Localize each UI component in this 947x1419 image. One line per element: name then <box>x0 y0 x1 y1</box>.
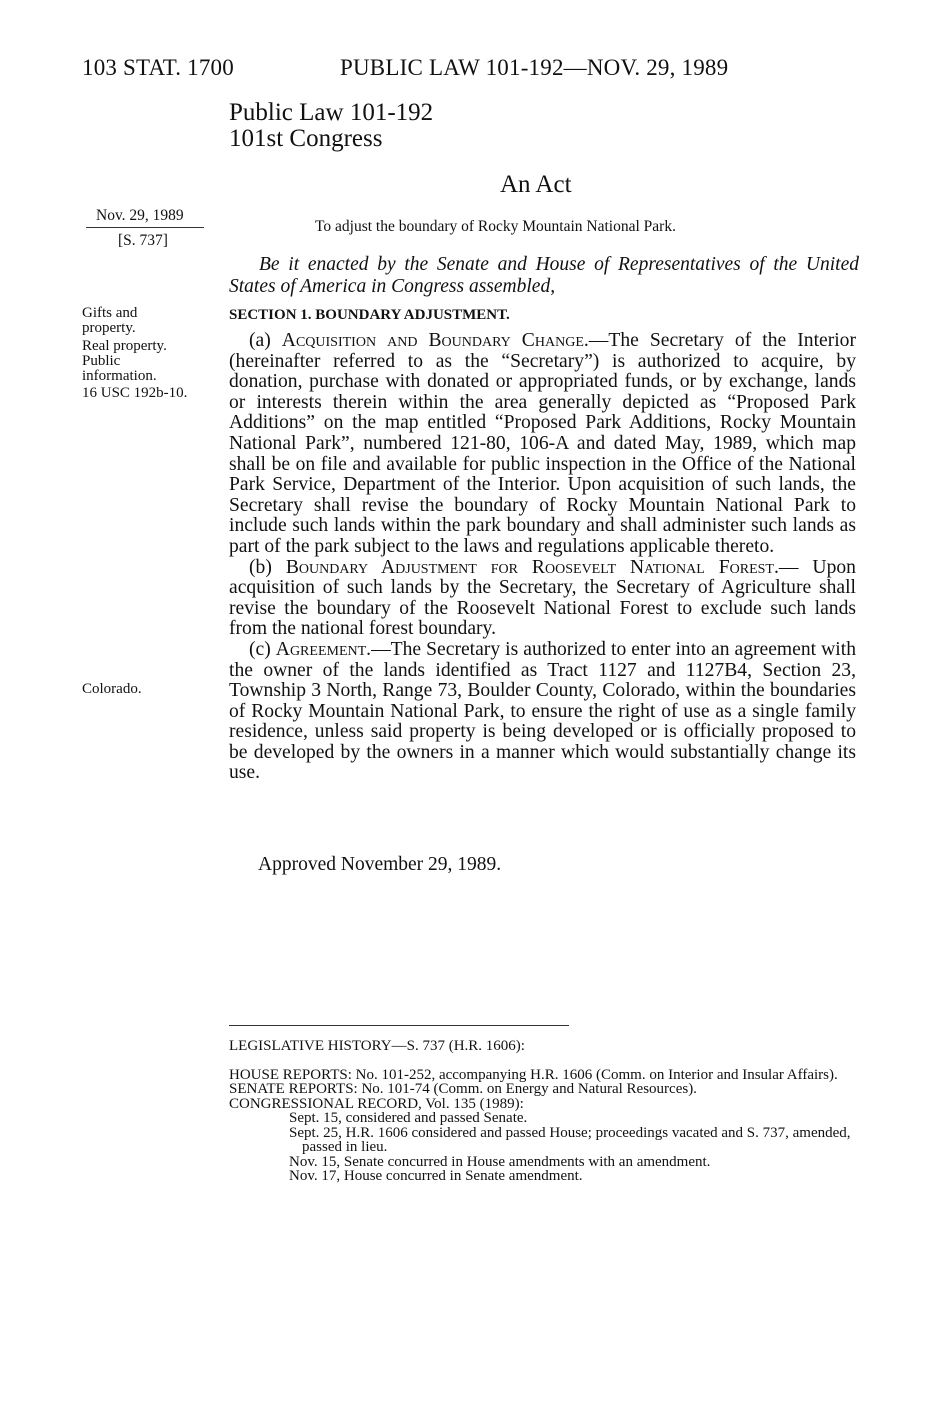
sidenote-topic: information. <box>82 368 157 384</box>
subsection-label: (a) <box>249 330 271 351</box>
running-head: PUBLIC LAW 101-192—NOV. 29, 1989 <box>340 55 729 80</box>
subsection-text: —The Secretary of the Interior (hereinafter referred to as the “Secretary”) is authorized to acquire, by donation, purchase with donated or appropriated funds, or by exchange, lands or interests therein within the area generally depicted as “Proposed Park Additions” on the map entitled “Proposed Park Additions, Rocky Mountain National Park”, numbered 121-80, 106-A and dated May, 1989, which map shall be on file and available for public inspection in the Office of the National Park Service, Department of the Interior. Upon acquisition of such lands, the Secretary shall revise the boundary of Rocky Mountain National Park to include such lands within the park boundary and shall administer such lands as part of the park subject to the laws and regulations applicable thereto. <box>229 330 856 557</box>
act-purpose: To adjust the boundary of Rocky Mountain National Park. <box>315 218 676 235</box>
subsection-text: —The Secretary is authorized to enter into an agreement with the owner of the lands identified as Tract 1127 and 1127B4, Section 23, Township 3 North, Range 73, Boulder County, Colorado, within the boundaries of Rocky Mountain National Park, to ensure the right of use as a single family residence, unless said property is being developed or is officially proposed to be developed by the owners in a manner which would substantially change its use. <box>229 638 856 784</box>
sidenote-topic: Gifts and <box>82 305 138 321</box>
sidenote-rule <box>86 227 204 228</box>
congressional-record: CONGRESSIONAL RECORD, Vol. 135 (1989): <box>229 1095 524 1112</box>
sidenote-topic: property. <box>82 320 136 336</box>
subsection-heading: Agreement. <box>275 638 372 660</box>
house-reports: HOUSE REPORTS: No. 101-252, accompanying H.R. 1606 (Comm. on Interior and Insular Affairs). <box>229 1066 838 1083</box>
sidenote-date: Nov. 29, 1989 <box>96 207 184 224</box>
sidenote-topic: Real property. <box>82 338 167 354</box>
history-action: Nov. 17, House concurred in Senate amendment. <box>289 1168 583 1184</box>
sidenote-bill: [S. 737] <box>118 232 168 249</box>
senate-reports: SENATE REPORTS: No. 101-74 (Comm. on Energy and Natural Resources). <box>229 1081 697 1097</box>
legislative-history <box>229 1039 856 1184</box>
sidenote-topic: Public <box>82 353 121 369</box>
subsection-heading: Acquisition and Boundary Change. <box>281 330 589 351</box>
sidenote-colorado: Colorado. <box>82 681 142 697</box>
subsection-a <box>229 331 856 558</box>
history-action: Nov. 15, Senate concurred in House amendments with an amendment. <box>289 1153 711 1170</box>
subsection-label: (b) <box>249 556 272 578</box>
subsection-text: — Upon acquisition of such lands by the Secretary, the Secretary of Agriculture shall revise the boundary of the Roosevelt National Forest to exclude such lands from the national forest boundary. <box>229 556 856 640</box>
subsection-b <box>229 558 856 640</box>
subsection-label: (c) <box>249 638 271 660</box>
history-action: Sept. 25, H.R. 1606 considered and passed House; proceedings vacated and S. 737, amended, passed in lieu. <box>289 1124 851 1155</box>
history-action: Sept. 15, considered and passed Senate. <box>289 1110 528 1126</box>
enacting-clause: Be it enacted by the Senate and House of Representatives of the United States of America in Congress assembled, <box>229 254 859 297</box>
history-heading: LEGISLATIVE HISTORY—S. 737 (H.R. 1606): <box>229 1038 525 1054</box>
public-law-title: Public Law 101-192 <box>229 99 434 126</box>
subsection-heading: Boundary Adjustment for Roosevelt National Forest. <box>285 556 779 578</box>
statute-page-number: 103 STAT. 1700 <box>82 55 234 80</box>
approval-date: Approved November 29, 1989. <box>258 854 502 875</box>
history-rule <box>229 1025 569 1026</box>
section-body <box>229 331 856 784</box>
sidenote-usc: 16 USC 192b-10. <box>82 385 188 401</box>
section-heading: SECTION 1. BOUNDARY ADJUSTMENT. <box>229 307 510 323</box>
congress-title: 101st Congress <box>229 125 383 152</box>
subsection-c <box>229 640 856 784</box>
act-heading: An Act <box>500 171 572 198</box>
